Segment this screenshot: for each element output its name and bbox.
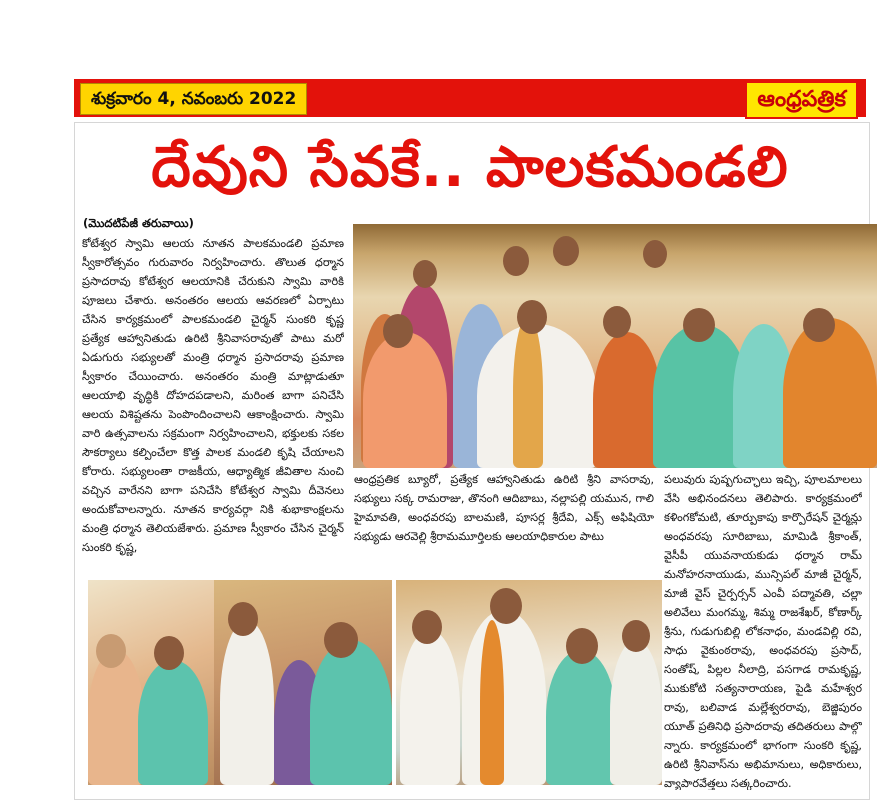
article-text-left: కోటేశ్వర స్వామి ఆలయ నూతన పాలకమండలి ప్రమాణ స్వీకారోత్సవం గురువారం నిర్వహించారు. తొలుత ధర్మాన ప్రసాదరావు కోటేశ్వర ఆలయానికి చేరుకుని స్వామి వారికి పూజలు చేశారు. అనంతరం ఆలయ ఆవరణలో ఏర్పాటు చేసిన కార్యక్రమంలో పాలకమండలి చైర్మన్ సుంకరి కృష్ణ ప్రత్యేక ఆహ్వానితుడు ఉరిటి శ్రీనివాసరావుతో పాటు మరో ఏడుగురు సభ్యులతో మంత్రి ధర్మాన ప్రసాదరావు ప్రమాణ స్వీకారం చేయించారు. అనంతరం మంత్రి మాట్లాడుతూ ఆలయాభి వృద్ధికి దోహదపడాలని, మరింత బాగా పనిచేసి ఆలయ విశిష్టతను పెంపొందించాలని ఆకాంక్షించారు. స్వామి వారి ఉత్సవాలను సక్రమంగా నిర్వహించాలని, భక్తులకు సకల సౌకర్యాలు కల్పించేలా కొత్త పాలక మండలి కృషి చేయాలని కోరారు. సభ్యులంతా రాజకీయ, ఆధ్యాత్మిక జీవితాల నుంచి వచ్చిన వారేనని బాగా పనిచేసి కోటేశ్వర స్వామి దీవెనలు అందుకోవాలన్నారు. నూతన కార్యవర్గా నికి శుభాకాంక్షలను మంత్రి ధర్మాన తెలియజేశారు. ప్రమాణ స్వీకారం చేసిన చైర్మన్ సుంకరి కృష్ణ, — [82, 237, 344, 554]
greeting-photo — [214, 580, 392, 785]
continuation-note: (మొదటిపేజీ తరువాయి) — [83, 216, 194, 230]
main-photo — [353, 224, 877, 468]
group-photo — [396, 580, 662, 785]
article-column-right — [664, 470, 862, 790]
headline: దేవుని సేవకే.. పాలకమండలి — [151, 135, 789, 200]
article-column-middle — [354, 470, 654, 574]
issue-date: శుక్రవారం 4, నవంబరు 2022 — [80, 83, 307, 115]
newspaper-logo: ఆంధ్రపత్రిక — [745, 81, 858, 119]
article-text-middle: ఆంధ్రప్రతిక బ్యూరో, ప్రత్యేక ఆహ్వానితుడు ఉరిటి శ్రీని వాసరావు, సభ్యులు సక్క రామరాజు, తొనంగి ఆదిబాబు, నల్లాపల్లి యమున, గాలి హైమావతి, అంధవరపు బాలమణి, పూసర్ల శ్రీదేవి, ఎక్స్ అఫిషియో సభ్యుడు ఆరవెల్లి శ్రీరామమూర్తిలకు ఆలయాధికారుల పాటు — [354, 473, 654, 543]
blessing-photo — [88, 580, 214, 785]
article-text-right: పలువురు పుష్పగుచ్ఛాలు ఇచ్చి, పూలమాలలు వేసి అభినందనలు తెలిపారు. కార్యక్రమంలో కళింగకోమటి, తూర్పుకాపు కార్పొరేషన్ చైర్మన్లు అంధవరపు సూరిబాబు, మామిడి శ్రీకాంత్, వైసీపీ యువనాయకుడు ధర్మాన రామ్ మనోహరనాయుడు, మున్సిపల్ మాజీ చైర్మన్, మాజీ వైస్ చైర్పర్సన్ ఎంవీ పద్మావతి, చల్లా అలివేలు మంగమ్మ, శిమ్మ రాజశేఖర్, కోణార్క్ శ్రీను, గుడుగుబిల్లి లోకనాధం, మండవిల్లి రవి, సాధు వైకుంఠరావు, అంధవరపు ప్రసాద్, సంతోష్, పిల్లల నీలాద్రి, పసగాడ రామకృష్ణ, ముకుకోటి సత్యనారాయణ, పైడి మహేశ్వర రావు, బలివాడ మల్లేశ్వరరావు, బెజ్జిపురం యూత్ ప్రతినిధి ప్రసాదరావు తదితరులు పాల్గొ న్నారు. కార్యక్రమంలో భాగంగా సుంకరి కృష్ణ, ఉరిటి శ్రీనివాస్‌ను అభిమానులు, అధికారులు, వ్యాపారవేత్తలు సత్కరించారు. — [664, 473, 862, 790]
article-column-left — [82, 234, 344, 574]
